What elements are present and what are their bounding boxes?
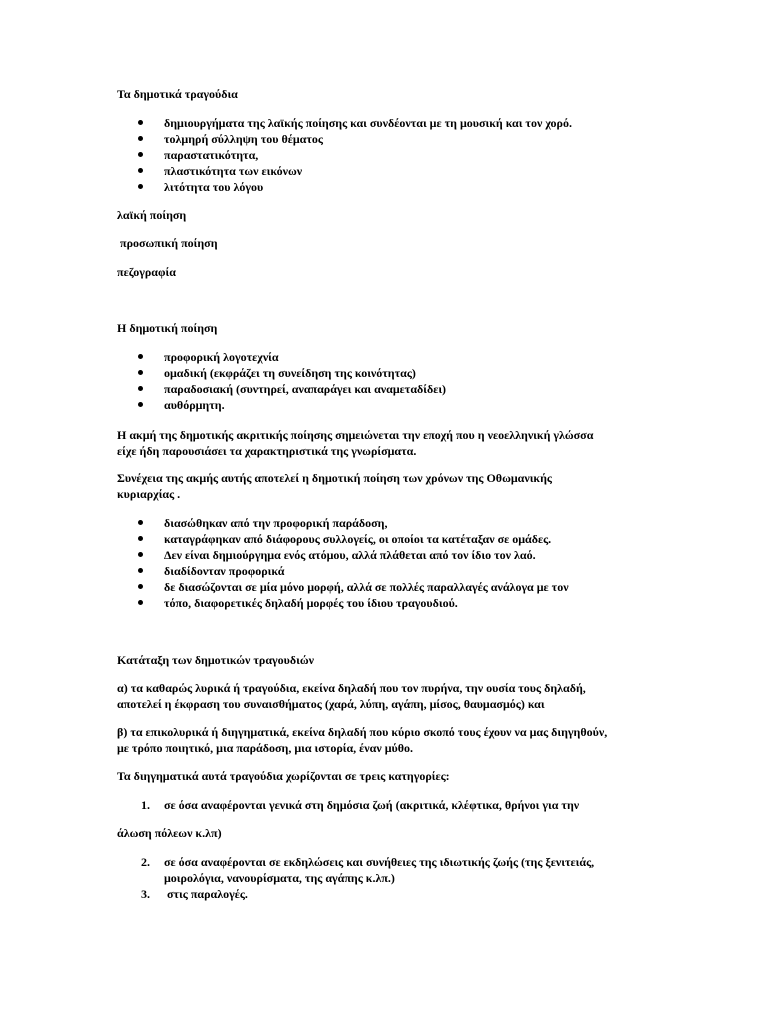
bullet-icon	[138, 354, 143, 359]
bullet-icon	[138, 168, 143, 173]
term-personal-poetry: προσωπική ποίηση	[117, 236, 218, 250]
bullet-icon	[138, 584, 143, 589]
paragraph-line: α) τα καθαρώς λυρικά ή τραγούδια, εκείνα δηλαδή που τον πυρήνα, την ουσία τους δηλαδή,	[117, 681, 586, 695]
bullet-icon	[138, 136, 143, 141]
list-item: πλαστικότητα των εικόνων	[117, 163, 657, 179]
paragraph-line: είχε ήδη παρουσιάσει τα χαρακτηριστικά της γνωρίσματα.	[117, 444, 417, 458]
paragraph-line: με τρόπο ποιητικό, μια παράδοση, μια ιστορία, έναν μύθο.	[117, 741, 413, 755]
numbered-list-item-1	[117, 797, 657, 813]
list-item: Δεν είναι δημιούργημα ενός ατόμου, αλλά πλάθεται από τον ίδιο τον λαό.	[117, 547, 657, 563]
section-title-classification: Κατάταξη των δημοτικών τραγουδιών	[117, 653, 314, 667]
categories-intro: Τα διηγηματικά αυτά τραγούδια χωρίζονται σε τρεις κατηγορίες:	[117, 769, 450, 783]
list-item: καταγράφηκαν από διάφορους συλλογείς, οι οποίοι τα κατέταξαν σε ομάδες.	[117, 531, 657, 547]
list-item: τολμηρή σύλληψη του θέματος	[117, 131, 657, 147]
folk-songs-bullet-list	[117, 115, 657, 195]
list-item: παραστατικότητα,	[117, 147, 657, 163]
bullet-icon	[138, 536, 143, 541]
list-number: 1.	[141, 798, 150, 812]
paragraph-line: άλωση πόλεων κ.λπ)	[117, 826, 222, 840]
bullet-icon	[138, 386, 143, 391]
bullet-icon	[138, 520, 143, 525]
section-title-folk-poetry: Η δημοτική ποίηση	[117, 321, 218, 335]
bullet-icon	[138, 568, 143, 573]
list-item: αυθόρμητη.	[117, 397, 657, 413]
list-item: ομαδική (εκφράζει τη συνείδηση της κοινότητας)	[117, 365, 657, 381]
term-folk-poetry: λαϊκή ποίηση	[117, 208, 187, 222]
paragraph-line: αποτελεί η έκφραση του συναισθήματος (χαρά, λύπη, αγάπη, μίσος, θαυμασμός) και	[117, 697, 545, 711]
bullet-icon	[138, 402, 143, 407]
section-title-folk-songs: Τα δημοτικά τραγούδια	[117, 87, 238, 101]
list-item: διαδίδονταν προφορικά	[117, 563, 657, 579]
list-item: προφορική λογοτεχνία	[117, 349, 657, 365]
numbered-list-items-2-3	[117, 854, 657, 902]
list-number: 3.	[141, 887, 150, 901]
list-item: 2. σε όσα αναφέρονται σε εκδηλώσεις και συνήθειες της ιδιωτικής ζωής (της ξενιτειάς, μοιρολόγια, νανουρίσματα, της αγάπης κ.λπ.)	[141, 855, 595, 885]
list-item: δε διασώζονται σε μία μόνο μορφή, αλλά σε πολλές παραλλαγές ανάλογα με τον	[117, 579, 657, 595]
folk-poetry-bullet-list	[117, 349, 657, 413]
list-item: διασώθηκαν από την προφορική παράδοση,	[117, 515, 657, 531]
paragraph-line: β) τα επικολυρικά ή διηγηματικά, εκείνα δηλαδή που κύριο σκοπό τους έχουν να μας διηγηθούν,	[117, 725, 608, 739]
paragraph-line: Συνέχεια της ακμής αυτής αποτελεί η δημοτική ποίηση των χρόνων της Οθωμανικής	[117, 471, 552, 485]
list-item: παραδοσιακή (συντηρεί, αναπαράγει και αναμεταδίδει)	[117, 381, 657, 397]
bullet-icon	[138, 152, 143, 157]
list-item: δημιουργήματα της λαϊκής ποίησης και συνδέονται με τη μουσική και τον χορό.	[117, 115, 657, 131]
bullet-icon	[138, 184, 143, 189]
list-number: 2.	[141, 855, 150, 869]
list-item: τόπο, διαφορετικές δηλαδή μορφές του ίδιου τραγουδιού.	[117, 595, 657, 611]
list-item: λιτότητα του λόγου	[117, 179, 657, 195]
bullet-icon	[138, 120, 143, 125]
list-item: 1. σε όσα αναφέρονται γενικά στη δημόσια ζωή (ακριτικά, κλέφτικα, θρήνοι για την	[141, 798, 580, 812]
paragraph-line: κυριαρχίας .	[117, 487, 181, 501]
bullet-icon	[138, 370, 143, 375]
paragraph-line: Η ακμή της δημοτικής ακριτικής ποίησης σημειώνεται την εποχή που η νεοελληνική γλώσσα	[117, 428, 594, 442]
term-prose: πεζογραφία	[117, 265, 176, 279]
bullet-icon	[138, 552, 143, 557]
bullet-icon	[138, 600, 143, 605]
list-item: 3. στις παραλογές.	[141, 887, 248, 901]
ottoman-era-bullet-list	[117, 515, 657, 611]
